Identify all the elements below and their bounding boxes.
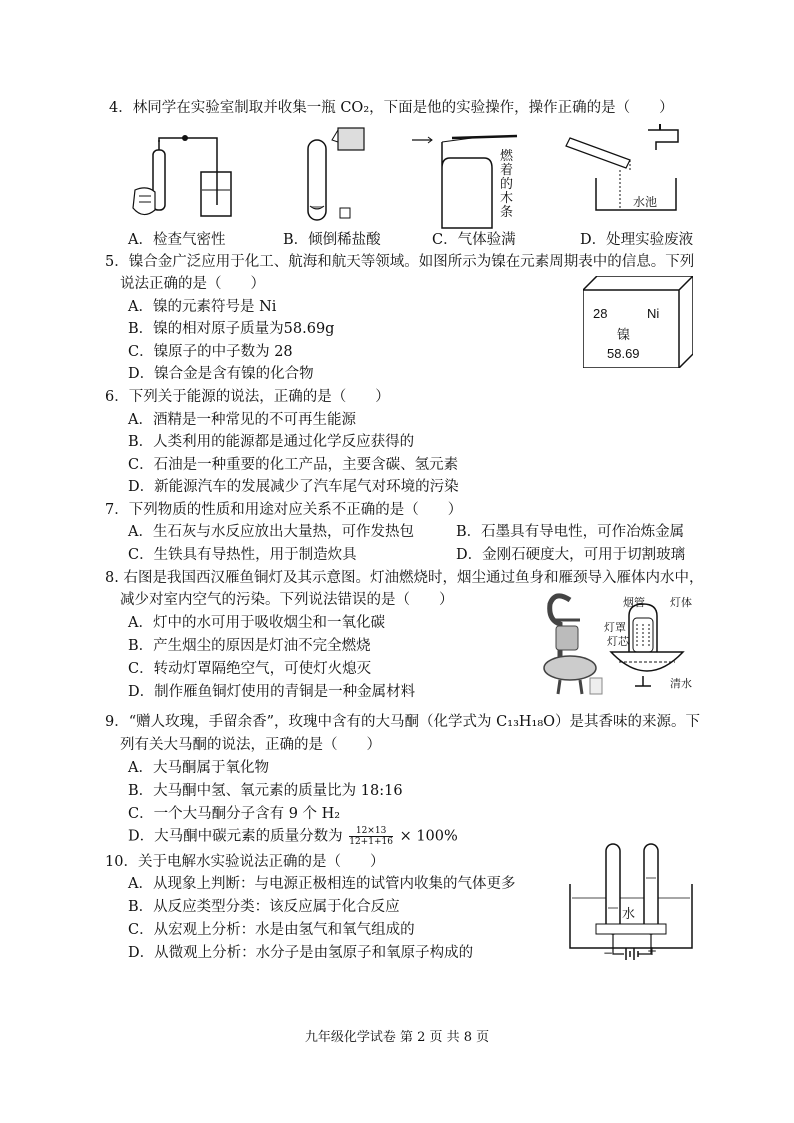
q9-stem-line2: 列有关大马酮的说法，正确的是（ ） <box>120 737 381 753</box>
q4-pool-label: 水池 <box>633 195 658 209</box>
fraction-numerator: 12×13 <box>349 826 393 837</box>
q4-option-d: D．处理实验废液 <box>580 232 694 248</box>
nickel-element-card <box>583 276 693 368</box>
lamp-wick-label: 灯芯 <box>607 635 629 648</box>
nickel-mass: 58.69 <box>607 346 640 361</box>
q6-option-c: C．石油是一种重要的化工产品，主要含碳、氢元素 <box>128 457 459 473</box>
q4-option-c: C．气体验满 <box>432 232 516 248</box>
q5-stem-line2: 说法正确的是（ ） <box>120 276 265 292</box>
q7-option-c: C．生铁具有导热性，用于制造炊具 <box>128 547 357 563</box>
q4-stem: 4．林同学在实验室制取并收集一瓶 CO₂，下面是他的实验操作，操作正确的是（ ） <box>109 100 674 116</box>
q4-option-b: B．倾倒稀盐酸 <box>283 232 381 248</box>
q7-option-d: D．金刚石硬度大，可用于切割玻璃 <box>456 547 686 563</box>
q7-option-b: B．石墨具有导电性，可作冶炼金属 <box>456 524 685 540</box>
q5-option-a: A．镍的元素符号是 Ni <box>128 299 277 315</box>
q8-stem-line2: 减少对室内空气的污染。下列说法错误的是（ ） <box>120 592 454 608</box>
nickel-symbol: Ni <box>647 306 660 321</box>
lamp-shade-label: 灯罩 <box>604 621 626 634</box>
q4-fig-a <box>125 130 235 230</box>
q10-option-c: C．从宏观上分析：水是由氢气和氧气组成的 <box>128 922 415 938</box>
fraction-denominator: 12+1+16 <box>349 837 393 847</box>
nickel-atomic-number: 28 <box>593 306 608 321</box>
q9-option-d-fraction <box>349 826 393 847</box>
q4-option-a: A．检查气密性 <box>128 232 226 248</box>
q10-option-a: A．从现象上判断：与电源正极相连的试管内收集的气体更多 <box>128 876 516 892</box>
q10-stem: 10．关于电解水实验说法正确的是（ ） <box>105 854 385 870</box>
q8-option-c: C．转动灯罩隔绝空气，可使灯火熄灭 <box>128 661 372 677</box>
nickel-name: 镍 <box>617 328 631 343</box>
q5-option-c: C．镍原子的中子数为 28 <box>128 344 293 360</box>
q10-option-b: B．从反应类型分类：该反应属于化合反应 <box>128 899 400 915</box>
lamp-body-label: 灯体 <box>670 596 692 609</box>
q5-option-b: B．镍的相对原子质量为58.69g <box>128 321 335 337</box>
q4-fig-b <box>298 120 378 230</box>
q9-option-d-prefix: D．大马酮中碳元素的质量分数为 <box>128 828 343 845</box>
electrolysis-plus-label: + <box>647 944 658 958</box>
page-footer: 九年级化学试卷 第 2 页 共 8 页 <box>304 1030 490 1045</box>
q6-stem: 6．下列关于能源的说法，正确的是（ ） <box>105 389 390 405</box>
q6-option-d: D．新能源汽车的发展减少了汽车尾气对环境的污染 <box>128 479 459 495</box>
q10-option-d: D．从微观上分析：水分子是由氢原子和氧原子构成的 <box>128 945 474 961</box>
electrolysis-water-label: 水 <box>622 903 635 922</box>
q9-option-d <box>128 826 458 847</box>
q5-option-d: D．镍合金是含有镍的化合物 <box>128 366 314 382</box>
q7-stem: 7．下列物质的性质和用途对应关系不正确的是（ ） <box>105 502 463 518</box>
q9-option-c: C．一个大马酮分子含有 9 个 H₂ <box>128 806 341 822</box>
q8-option-d: D．制作雁鱼铜灯使用的青铜是一种金属材料 <box>128 684 416 700</box>
electrolysis-minus-label: − <box>603 946 614 960</box>
q9-stem-line1: 9．“赠人玫瑰，手留余香”，玫瑰中含有的大马酮（化学式为 C₁₃H₁₈O）是其香味的来源。下 <box>105 714 701 730</box>
q8-option-b: B．产生烟尘的原因是灯油不完全燃烧 <box>128 638 371 654</box>
q6-option-a: A．酒精是一种常见的不可再生能源 <box>128 412 356 428</box>
q9-option-a: A．大马酮属于氧化物 <box>128 760 269 776</box>
q5-stem-line1: 5．镍合金广泛应用于化工、航海和航天等领域。如图所示为镍在元素周期表中的信息。下列 <box>105 254 695 270</box>
q7-option-a: A．生石灰与水反应放出大量热，可作发热包 <box>128 524 414 540</box>
q8-stem-line1: 8. 右图是我国西汉雁鱼铜灯及其示意图。灯油燃烧时，烟尘通过鱼身和雁颈导入雁体内水中， <box>105 570 704 586</box>
q8-option-a: A．灯中的水可用于吸收烟尘和一氧化碳 <box>128 615 385 631</box>
goose-fish-lamp-photo <box>540 590 612 700</box>
q4-burning-stick-label: 燃着的木条 <box>500 149 514 220</box>
q6-option-b: B．人类利用的能源都是通过化学反应获得的 <box>128 434 415 450</box>
lamp-water-label: 清水 <box>670 677 692 690</box>
q9-option-b: B．大马酮中氢、氧元素的质量比为 18:16 <box>128 783 403 799</box>
lamp-chimney-label: 烟管 <box>623 596 645 609</box>
q4-fig-d <box>560 120 690 220</box>
q9-option-d-suffix: × 100% <box>399 828 458 845</box>
